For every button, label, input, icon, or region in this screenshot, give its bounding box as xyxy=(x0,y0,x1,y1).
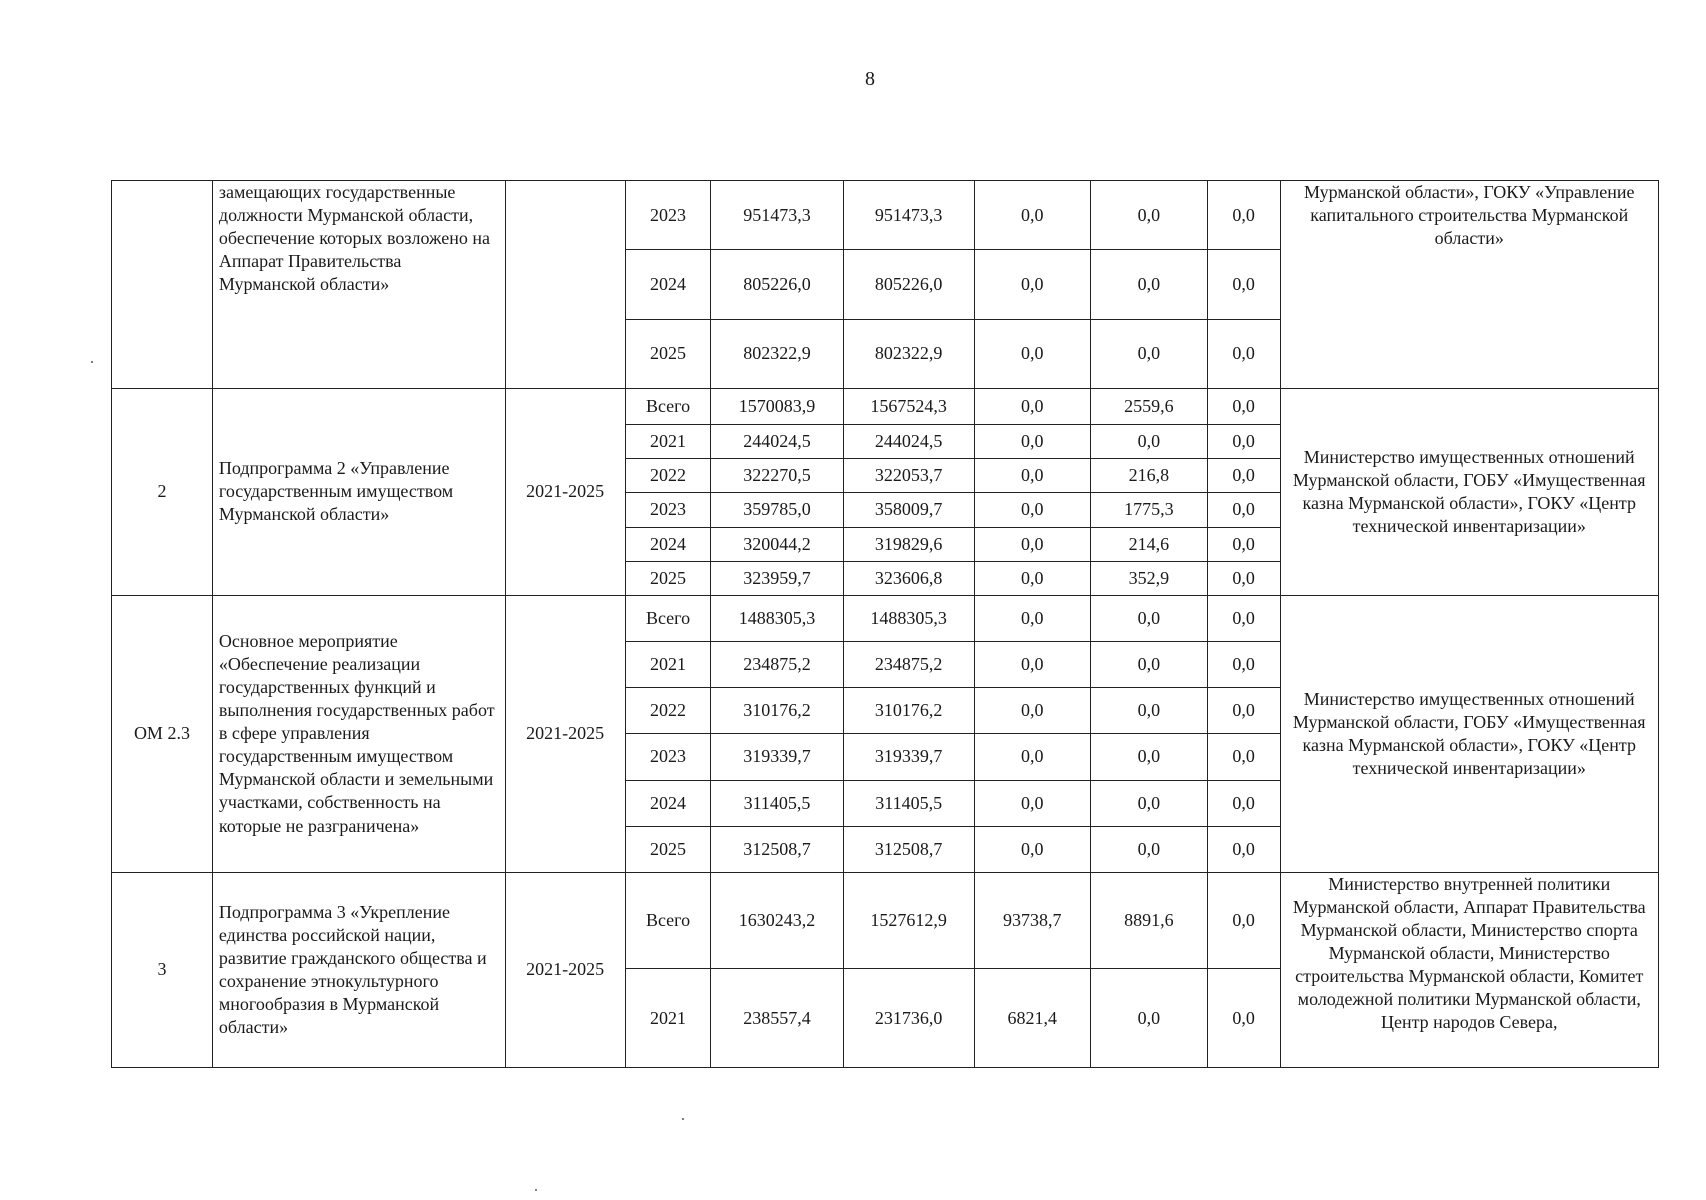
row-number-cell: 3 xyxy=(112,873,213,1068)
amount-cell: 323606,8 xyxy=(843,561,974,595)
page-number: 8 xyxy=(865,68,875,90)
amount-cell: 322270,5 xyxy=(711,459,843,493)
amount-cell: 358009,7 xyxy=(843,493,974,527)
amount-cell: 319339,7 xyxy=(843,734,974,780)
amount-cell: 0,0 xyxy=(1207,181,1280,250)
amount-cell: 0,0 xyxy=(1090,181,1207,250)
amount-cell: 0,0 xyxy=(1207,459,1280,493)
amount-cell: 311405,5 xyxy=(711,780,843,826)
year-cell: 2024 xyxy=(625,527,711,561)
amount-cell: 1527612,9 xyxy=(843,873,974,969)
year-cell: Всего xyxy=(625,388,711,424)
amount-cell: 0,0 xyxy=(974,493,1090,527)
amount-cell: 93738,7 xyxy=(974,873,1090,969)
amount-cell: 310176,2 xyxy=(711,688,843,734)
period-cell: 2021-2025 xyxy=(505,388,625,595)
amount-cell: 0,0 xyxy=(974,319,1090,388)
table-body xyxy=(112,181,1659,1068)
amount-cell: 0,0 xyxy=(1090,734,1207,780)
amount-cell: 0,0 xyxy=(1207,595,1280,641)
year-cell: 2024 xyxy=(625,780,711,826)
amount-cell: 0,0 xyxy=(1207,826,1280,872)
amount-cell: 0,0 xyxy=(1090,688,1207,734)
amount-cell: 1630243,2 xyxy=(711,873,843,969)
amount-cell: 805226,0 xyxy=(843,250,974,319)
table-row xyxy=(112,181,1659,250)
amount-cell: 0,0 xyxy=(1090,595,1207,641)
amount-cell: 1488305,3 xyxy=(711,595,843,641)
amount-cell: 234875,2 xyxy=(711,642,843,688)
amount-cell: 0,0 xyxy=(974,826,1090,872)
executor-cell: Мурманской области», ГОКУ «Управление капитального строительства Мурманской области» xyxy=(1280,181,1659,389)
amount-cell: 244024,5 xyxy=(711,425,843,459)
amount-cell: 951473,3 xyxy=(843,181,974,250)
year-cell: 2021 xyxy=(625,969,711,1068)
amount-cell: 0,0 xyxy=(1207,969,1280,1068)
year-cell: 2023 xyxy=(625,734,711,780)
amount-cell: 234875,2 xyxy=(843,642,974,688)
amount-cell: 0,0 xyxy=(1207,319,1280,388)
executor-cell: Министерство внутренней политики Мурманской области, Аппарат Правительства Мурманской области, Министерство спорта Мурманской области, Министерство строительства Мурманской области, Комитет молодежной политики Мурманской области, Центр народов Севера, xyxy=(1280,873,1659,1068)
amount-cell: 0,0 xyxy=(1090,250,1207,319)
year-cell: 2023 xyxy=(625,181,711,250)
amount-cell: 0,0 xyxy=(1207,642,1280,688)
amount-cell: 359785,0 xyxy=(711,493,843,527)
amount-cell: 0,0 xyxy=(974,642,1090,688)
amount-cell: 1570083,9 xyxy=(711,388,843,424)
amount-cell: 1775,3 xyxy=(1090,493,1207,527)
amount-cell: 0,0 xyxy=(1090,642,1207,688)
amount-cell: 0,0 xyxy=(974,527,1090,561)
year-cell: 2025 xyxy=(625,826,711,872)
year-cell: 2024 xyxy=(625,250,711,319)
amount-cell: 238557,4 xyxy=(711,969,843,1068)
amount-cell: 0,0 xyxy=(1207,688,1280,734)
amount-cell: 319339,7 xyxy=(711,734,843,780)
scan-speck xyxy=(682,1118,684,1120)
amount-cell: 0,0 xyxy=(1090,969,1207,1068)
amount-cell: 0,0 xyxy=(1207,561,1280,595)
program-name-cell: замещающих государственные должности Мурманской области, обеспечение которых возложено на Аппарат Правительства Мурманской области» xyxy=(212,181,505,389)
scan-speck xyxy=(91,361,93,363)
amount-cell: 214,6 xyxy=(1090,527,1207,561)
amount-cell: 216,8 xyxy=(1090,459,1207,493)
amount-cell: 802322,9 xyxy=(711,319,843,388)
year-cell: 2025 xyxy=(625,561,711,595)
amount-cell: 0,0 xyxy=(1207,388,1280,424)
amount-cell: 312508,7 xyxy=(711,826,843,872)
amount-cell: 0,0 xyxy=(1090,319,1207,388)
amount-cell: 0,0 xyxy=(974,425,1090,459)
executor-cell: Министерство имущественных отношений Мурманской области, ГОБУ «Имущественная казна Мурманской области», ГОКУ «Центр технической инвентаризации» xyxy=(1280,595,1659,872)
amount-cell: 323959,7 xyxy=(711,561,843,595)
year-cell: 2025 xyxy=(625,319,711,388)
amount-cell: 310176,2 xyxy=(843,688,974,734)
scan-speck xyxy=(535,1189,537,1191)
amount-cell: 0,0 xyxy=(974,688,1090,734)
year-cell: Всего xyxy=(625,873,711,969)
amount-cell: 0,0 xyxy=(1090,425,1207,459)
program-name-cell: Подпрограмма 2 «Управление государственным имуществом Мурманской области» xyxy=(212,388,505,595)
amount-cell: 0,0 xyxy=(974,250,1090,319)
amount-cell: 0,0 xyxy=(974,181,1090,250)
row-number-cell: 2 xyxy=(112,388,213,595)
amount-cell: 1567524,3 xyxy=(843,388,974,424)
budget-table xyxy=(111,180,1659,1068)
amount-cell: 0,0 xyxy=(974,459,1090,493)
amount-cell: 8891,6 xyxy=(1090,873,1207,969)
year-cell: Всего xyxy=(625,595,711,641)
amount-cell: 0,0 xyxy=(1207,425,1280,459)
amount-cell: 244024,5 xyxy=(843,425,974,459)
amount-cell: 0,0 xyxy=(974,734,1090,780)
program-name-cell: Основное мероприятие «Обеспечение реализации государственных функций и выполнения государственных работ в сфере управления государственным имуществом Мурманской области и земельными участками, собственность на которые не разграничена» xyxy=(212,595,505,872)
amount-cell: 322053,7 xyxy=(843,459,974,493)
year-cell: 2021 xyxy=(625,642,711,688)
row-number-cell: ОМ 2.3 xyxy=(112,595,213,872)
amount-cell: 0,0 xyxy=(974,780,1090,826)
amount-cell: 312508,7 xyxy=(843,826,974,872)
amount-cell: 1488305,3 xyxy=(843,595,974,641)
amount-cell: 0,0 xyxy=(1207,527,1280,561)
amount-cell: 0,0 xyxy=(974,388,1090,424)
year-cell: 2022 xyxy=(625,459,711,493)
amount-cell: 951473,3 xyxy=(711,181,843,250)
amount-cell: 0,0 xyxy=(1207,734,1280,780)
amount-cell: 6821,4 xyxy=(974,969,1090,1068)
amount-cell: 0,0 xyxy=(1090,826,1207,872)
amount-cell: 2559,6 xyxy=(1090,388,1207,424)
period-cell: 2021-2025 xyxy=(505,595,625,872)
amount-cell: 805226,0 xyxy=(711,250,843,319)
amount-cell: 802322,9 xyxy=(843,319,974,388)
table-row xyxy=(112,388,1659,424)
period-cell: 2021-2025 xyxy=(505,873,625,1068)
amount-cell: 0,0 xyxy=(1090,780,1207,826)
executor-cell: Министерство имущественных отношений Мурманской области, ГОБУ «Имущественная казна Мурманской области», ГОКУ «Центр технической инвентаризации» xyxy=(1280,388,1659,595)
amount-cell: 0,0 xyxy=(1207,493,1280,527)
amount-cell: 311405,5 xyxy=(843,780,974,826)
amount-cell: 320044,2 xyxy=(711,527,843,561)
amount-cell: 0,0 xyxy=(1207,250,1280,319)
year-cell: 2022 xyxy=(625,688,711,734)
table-row xyxy=(112,873,1659,969)
period-cell xyxy=(505,181,625,389)
amount-cell: 0,0 xyxy=(1207,873,1280,969)
table-row xyxy=(112,595,1659,641)
amount-cell: 231736,0 xyxy=(843,969,974,1068)
program-name-cell: Подпрограмма 3 «Укрепление единства российской нации, развитие гражданского общества и сохранение этнокультурного многообразия в Мурманской области» xyxy=(212,873,505,1068)
year-cell: 2021 xyxy=(625,425,711,459)
amount-cell: 0,0 xyxy=(974,561,1090,595)
year-cell: 2023 xyxy=(625,493,711,527)
amount-cell: 352,9 xyxy=(1090,561,1207,595)
row-number-cell xyxy=(112,181,213,389)
amount-cell: 0,0 xyxy=(974,595,1090,641)
amount-cell: 0,0 xyxy=(1207,780,1280,826)
amount-cell: 319829,6 xyxy=(843,527,974,561)
